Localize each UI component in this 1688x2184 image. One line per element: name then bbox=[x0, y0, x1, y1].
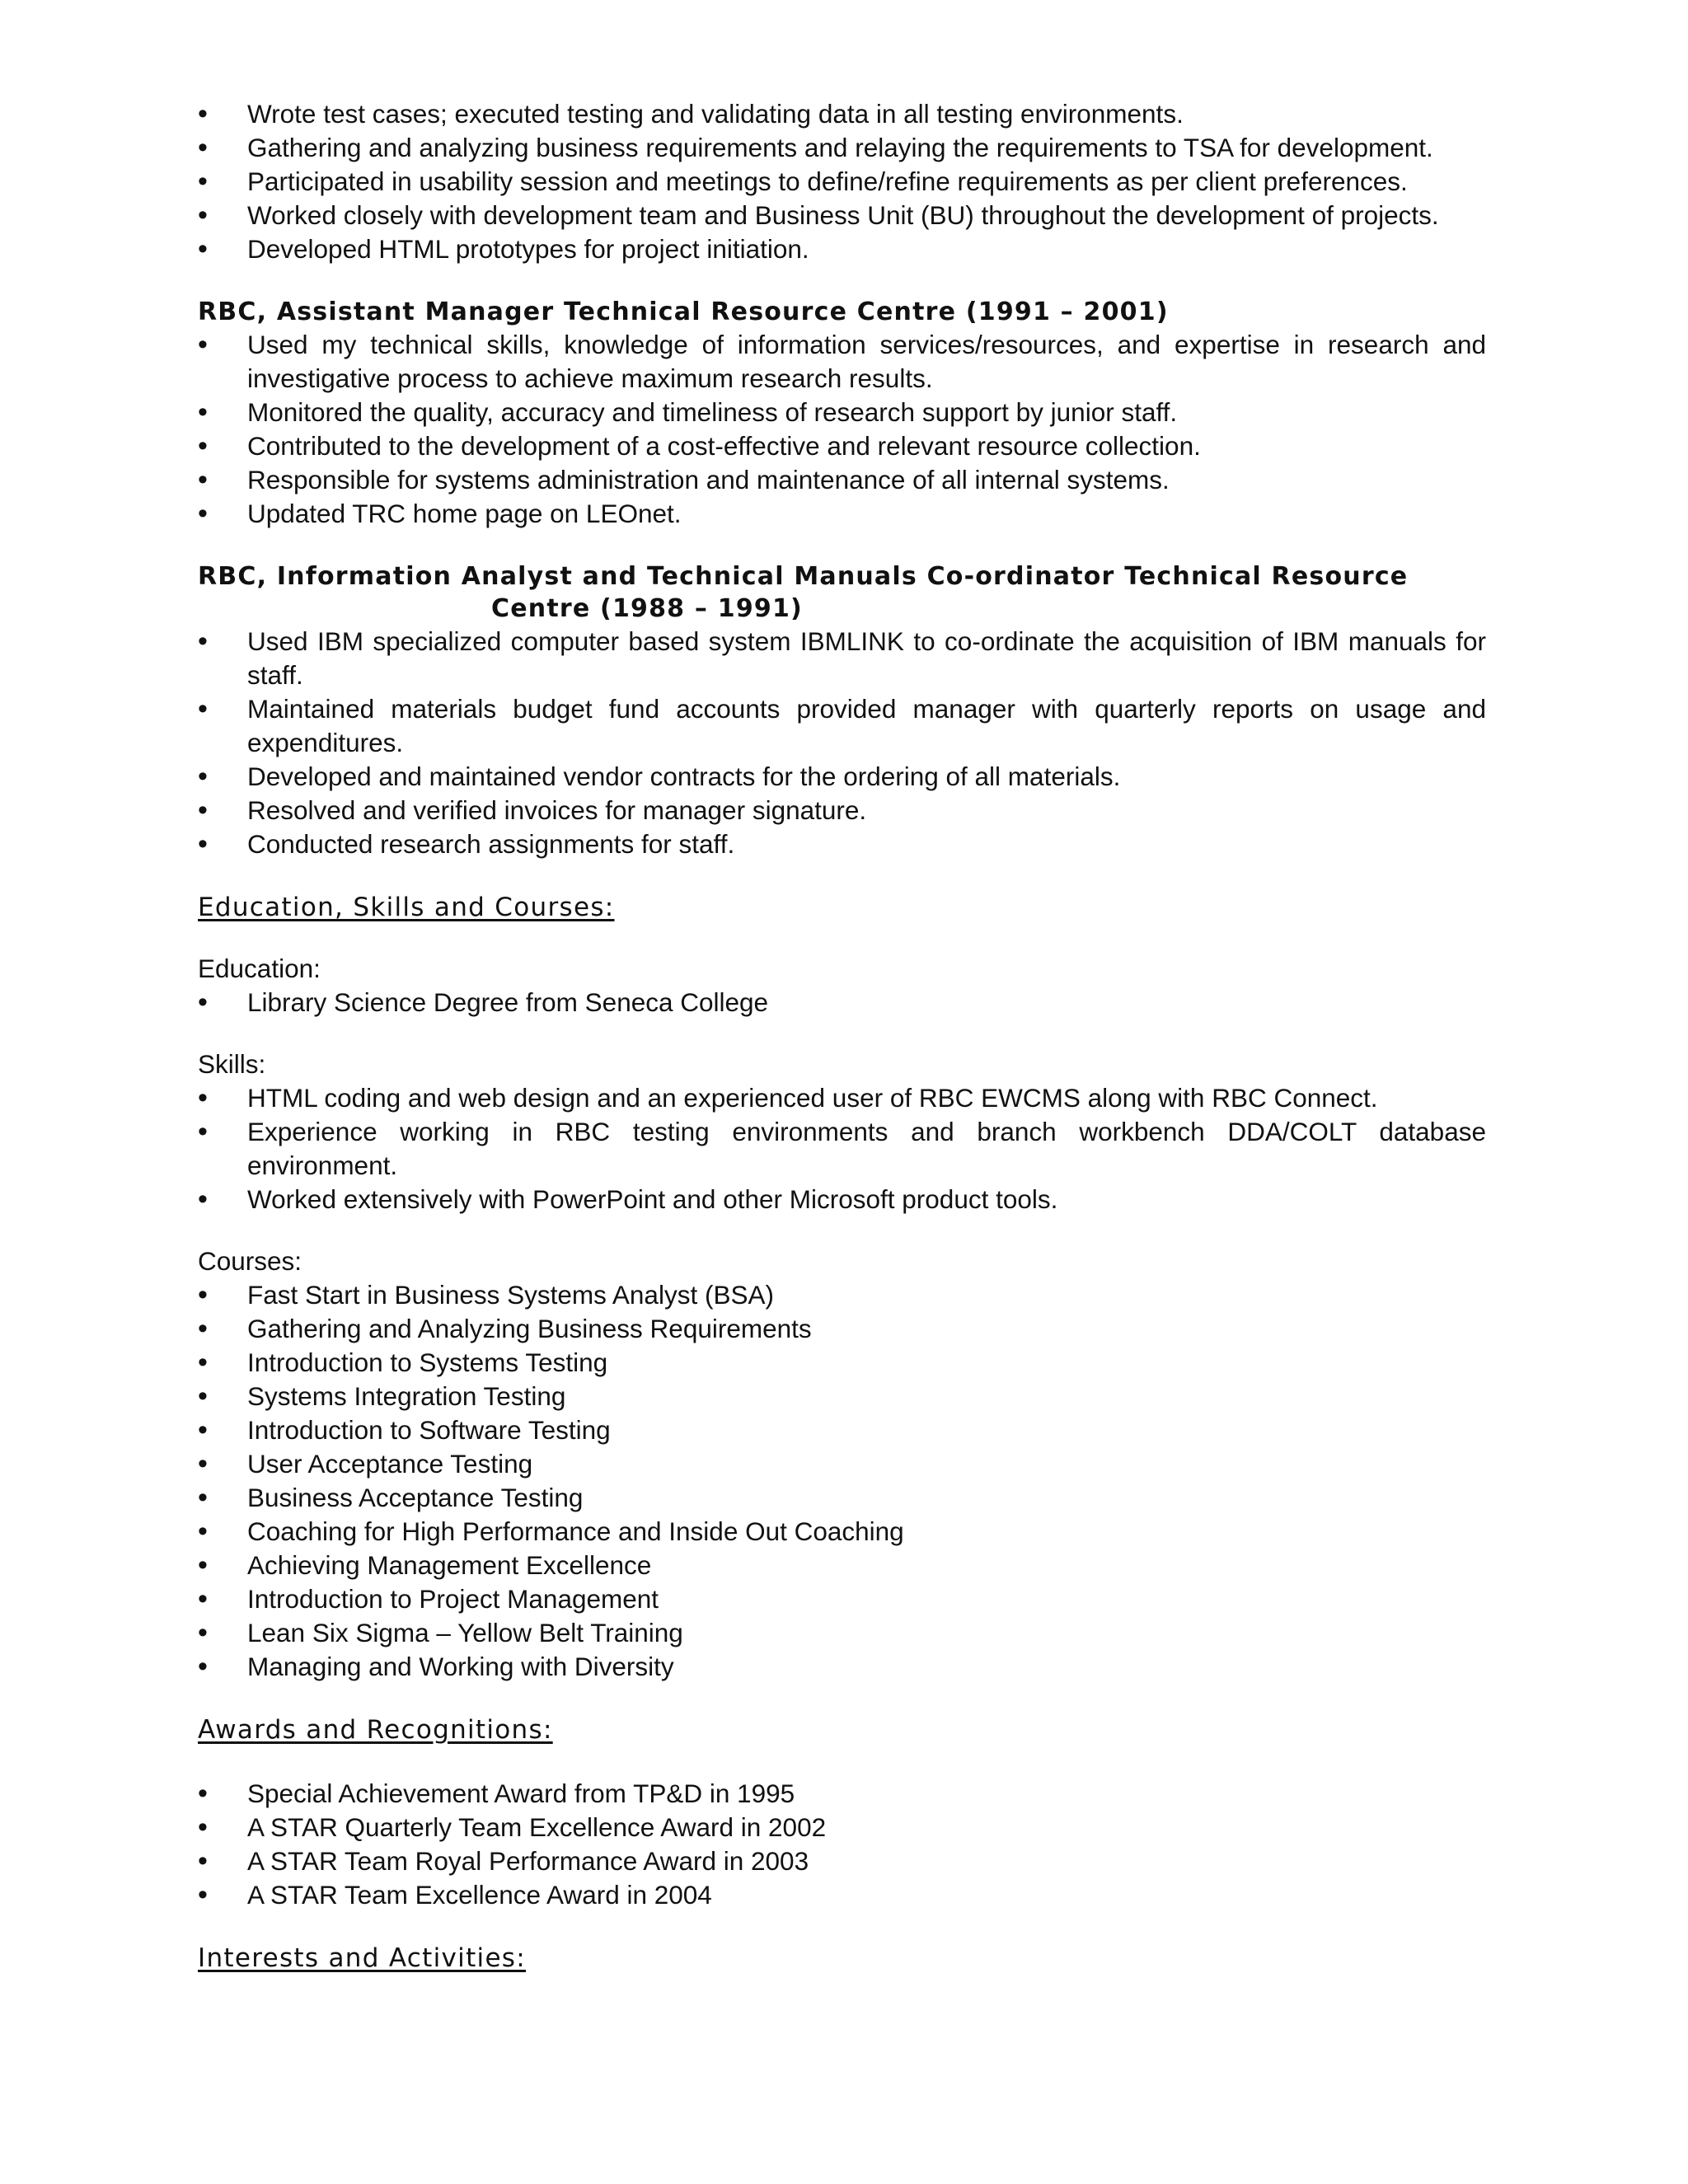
list-item: • A STAR Team Excellence Award in 2004 bbox=[198, 1878, 1486, 1912]
list-item: • Developed and maintained vendor contracts for the ordering of all materials. bbox=[198, 760, 1486, 794]
list-item: • Introduction to Systems Testing bbox=[198, 1346, 1486, 1380]
list-item: • A STAR Quarterly Team Excellence Award in 2002 bbox=[198, 1811, 1486, 1844]
section-heading-interests: Interests and Activities: bbox=[198, 1943, 527, 1973]
list-item: • User Acceptance Testing bbox=[198, 1447, 1486, 1481]
list-item: • Resolved and verified invoices for manager signature. bbox=[198, 794, 1486, 827]
courses-list bbox=[198, 1278, 1486, 1684]
list-item: • Conducted research assignments for staff. bbox=[198, 827, 1486, 861]
list-item: • Experience working in RBC testing environments and branch workbench DDA/COLT database environment. bbox=[198, 1115, 1486, 1183]
list-item: • Worked extensively with PowerPoint and other Microsoft product tools. bbox=[198, 1183, 1486, 1216]
list-item: • Lean Six Sigma – Yellow Belt Training bbox=[198, 1616, 1486, 1650]
list-item: • Gathering and analyzing business requirements and relaying the requirements to TSA for development. bbox=[198, 131, 1486, 165]
courses-label: Courses: bbox=[198, 1246, 302, 1276]
list-item: • Worked closely with development team and Business Unit (BU) throughout the development of projects. bbox=[198, 199, 1486, 232]
list-item: • Systems Integration Testing bbox=[198, 1380, 1486, 1413]
list-item: • Participated in usability session and meetings to define/refine requirements as per client preferences. bbox=[198, 165, 1486, 199]
list-item: • Business Acceptance Testing bbox=[198, 1481, 1486, 1515]
list-item: • Coaching for High Performance and Inside Out Coaching bbox=[198, 1515, 1486, 1549]
list-item: • HTML coding and web design and an experienced user of RBC EWCMS along with RBC Connect. bbox=[198, 1081, 1486, 1115]
list-item: • Library Science Degree from Seneca College bbox=[198, 986, 1486, 1019]
list-item: • Developed HTML prototypes for project initiation. bbox=[198, 232, 1486, 266]
list-item: • Updated TRC home page on LEOnet. bbox=[198, 497, 1486, 531]
job-heading-information-analyst bbox=[198, 560, 1486, 625]
list-item: • Contributed to the development of a cost-effective and relevant resource collection. bbox=[198, 429, 1486, 463]
job-heading-line-1: RBC, Information Analyst and Technical Manuals Co-ordinator Technical Resource bbox=[198, 562, 1409, 591]
job-heading-assistant-manager: RBC, Assistant Manager Technical Resource Centre (1991 – 2001) bbox=[198, 298, 1169, 326]
list-item: • Introduction to Software Testing bbox=[198, 1413, 1486, 1447]
skills-label: Skills: bbox=[198, 1049, 266, 1079]
list-item: • Managing and Working with Diversity bbox=[198, 1650, 1486, 1684]
education-label: Education: bbox=[198, 954, 321, 983]
list-item: • Used IBM specialized computer based system IBMLINK to co-ordinate the acquisition of IBM manuals for staff. bbox=[198, 625, 1486, 692]
list-item: • Wrote test cases; executed testing and validating data in all testing environments. bbox=[198, 97, 1486, 131]
list-item: • Introduction to Project Management bbox=[198, 1582, 1486, 1616]
list-item: • Fast Start in Business Systems Analyst (BSA) bbox=[198, 1278, 1486, 1312]
list-item: • Used my technical skills, knowledge of information services/resources, and expertise in research and investigative process to achieve maximum research results. bbox=[198, 328, 1486, 396]
awards-list bbox=[198, 1777, 1486, 1912]
education-list bbox=[198, 986, 1486, 1019]
list-item: • A STAR Team Royal Performance Award in 2003 bbox=[198, 1844, 1486, 1878]
list-item: • Gathering and Analyzing Business Requirements bbox=[198, 1312, 1486, 1346]
list-item: • Maintained materials budget fund accounts provided manager with quarterly reports on usage and expenditures. bbox=[198, 692, 1486, 760]
section-heading-awards: Awards and Recognitions: bbox=[198, 1715, 553, 1745]
information-analyst-bullet-list bbox=[198, 625, 1486, 861]
intro-bullet-list bbox=[198, 97, 1486, 266]
list-item: • Special Achievement Award from TP&D in 1995 bbox=[198, 1777, 1486, 1811]
skills-list bbox=[198, 1081, 1486, 1216]
job-heading-line-2: Centre (1988 – 1991) bbox=[491, 594, 803, 623]
section-heading-education: Education, Skills and Courses: bbox=[198, 893, 615, 922]
list-item: • Achieving Management Excellence bbox=[198, 1549, 1486, 1582]
list-item: • Responsible for systems administration and maintenance of all internal systems. bbox=[198, 463, 1486, 497]
assistant-manager-bullet-list bbox=[198, 328, 1486, 531]
list-item: • Monitored the quality, accuracy and timeliness of research support by junior staff. bbox=[198, 396, 1486, 429]
